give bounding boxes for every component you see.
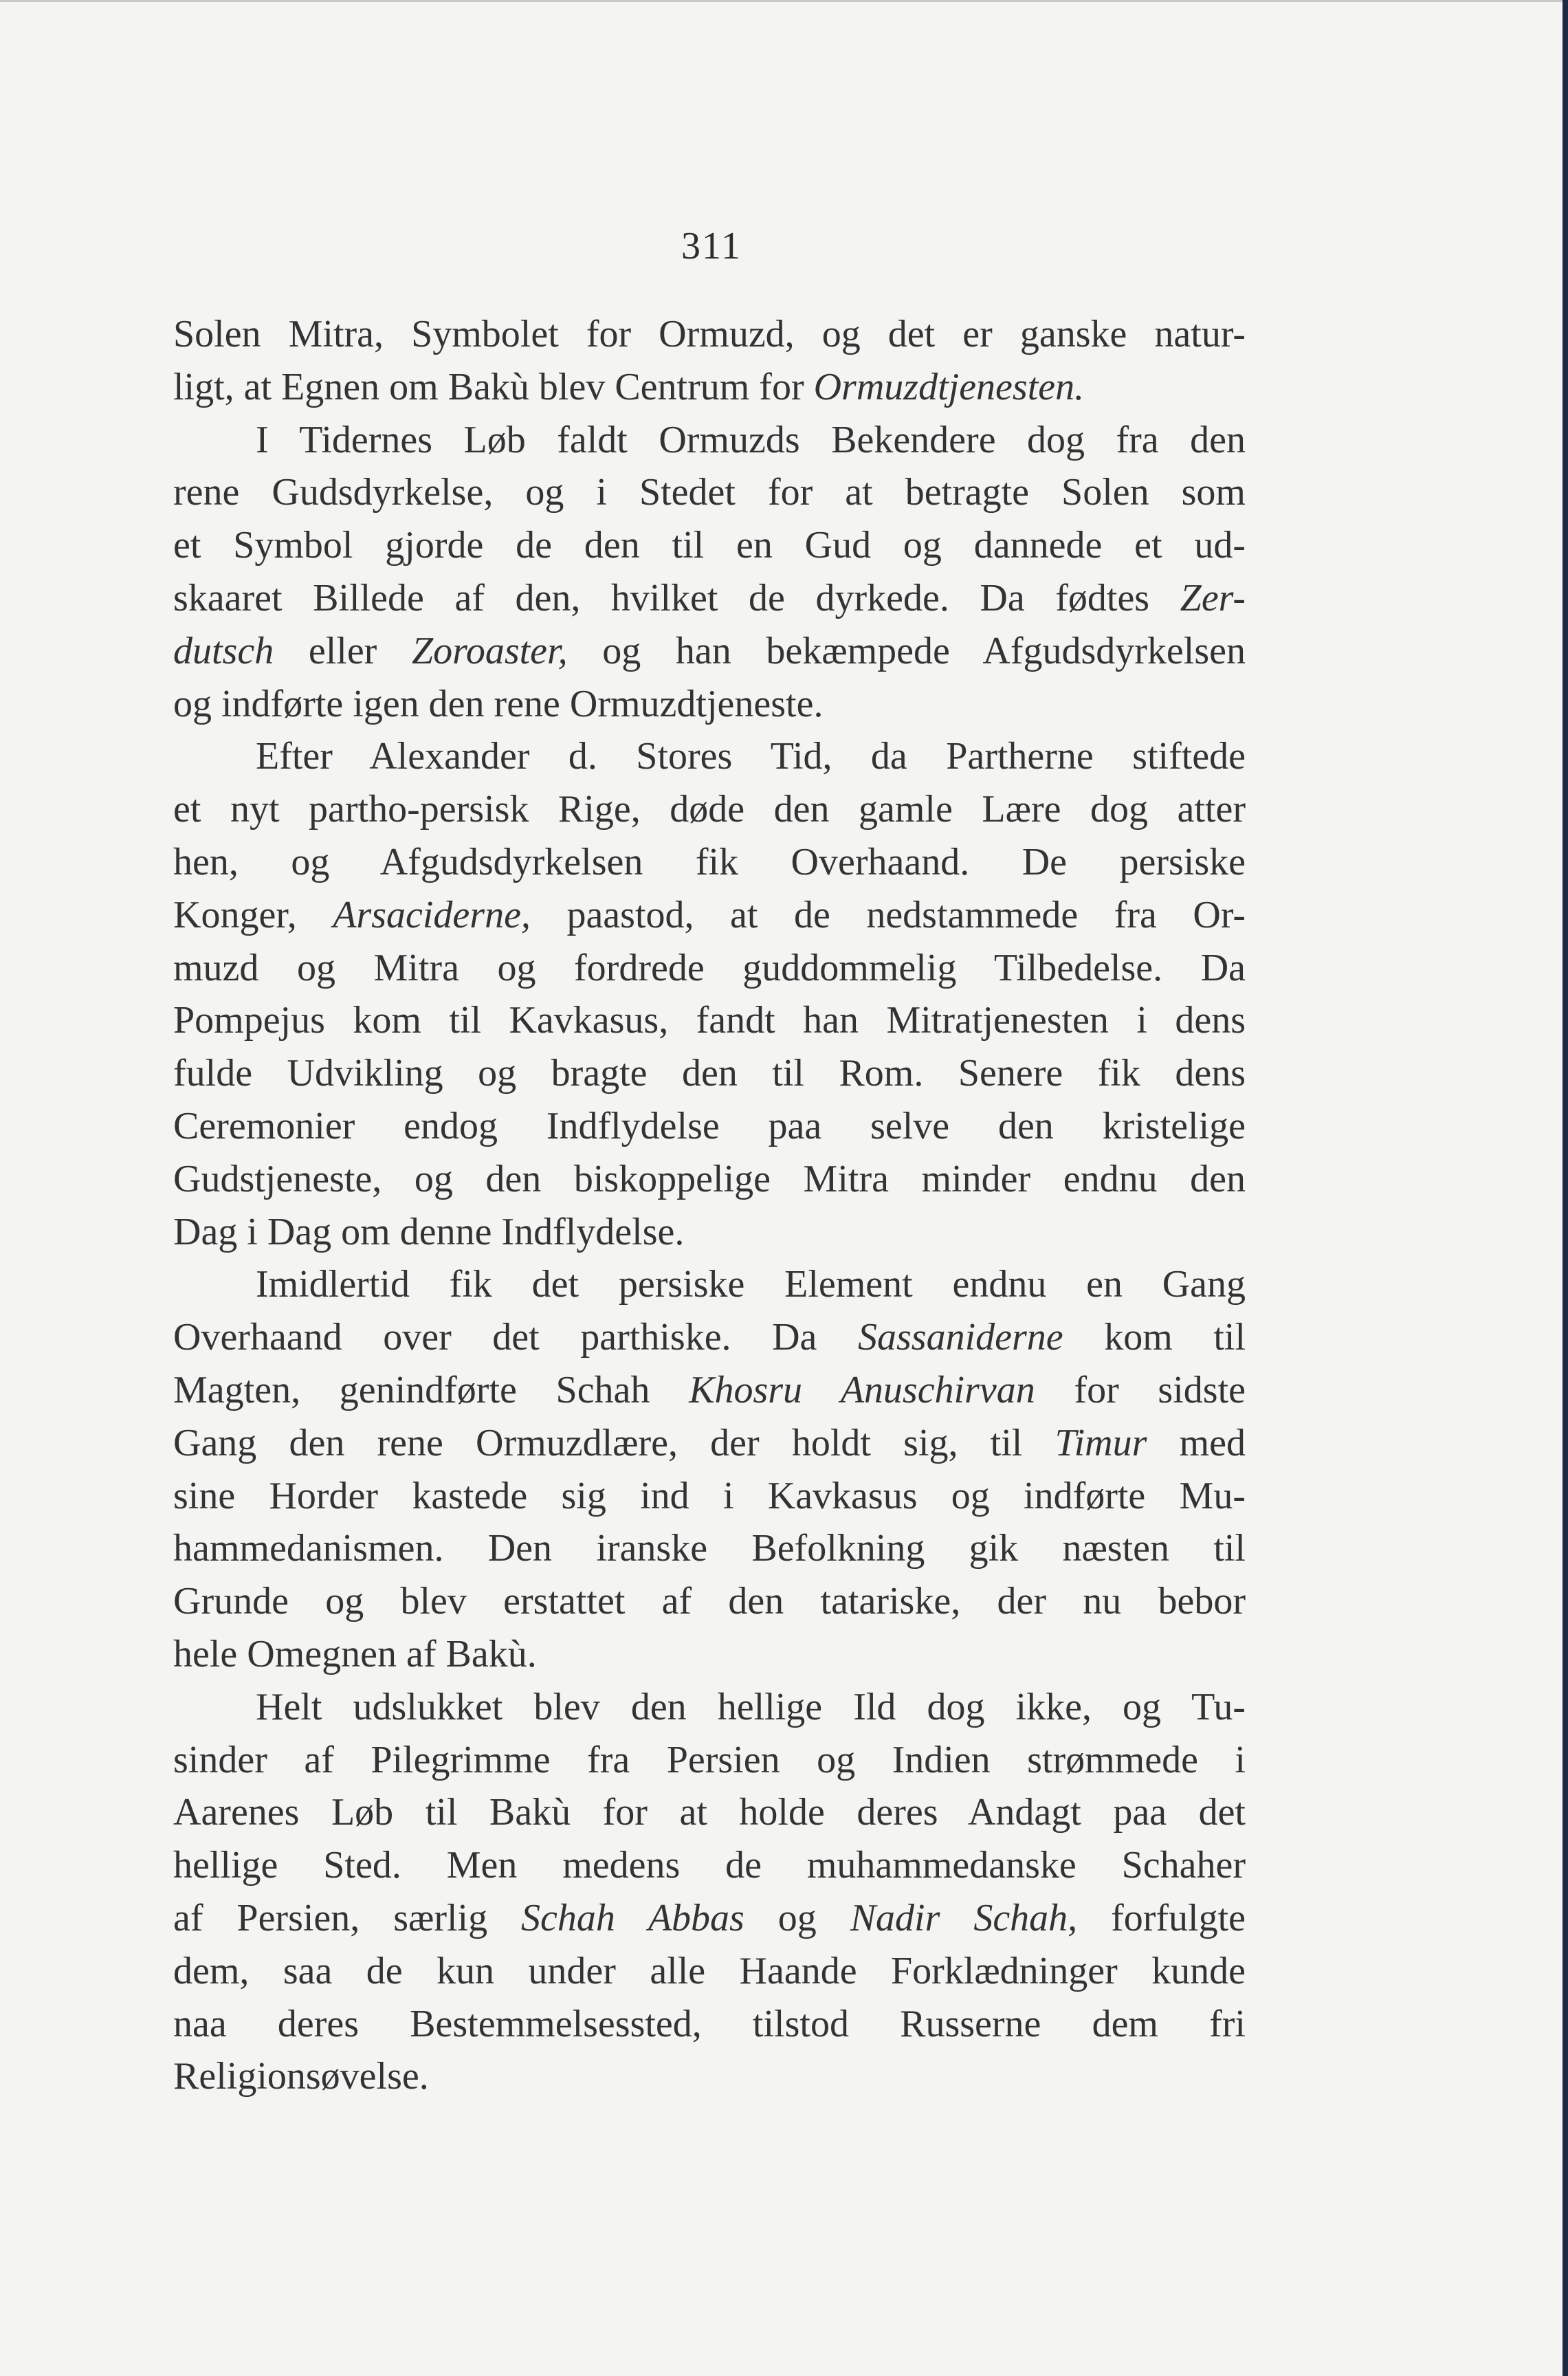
text-line: hele Omegnen af Bakù. — [173, 1632, 537, 1675]
text-line: sine Horder kastede sig ind i Kavkasus og indførte Mu- — [173, 1474, 1246, 1517]
text-line: hen, og Afgudsdyrkelsen fik Overhaand. De persiske — [173, 840, 1246, 883]
text-line: ligt, at Egnen om Bakù blev Centrum for Ormuzdtjenesten. — [173, 365, 1085, 408]
text-line: Pompejus kom til Kavkasus, fandt han Mitratjenesten i dens — [173, 999, 1246, 1042]
text-line: Overhaand over det parthiske. Da Sassaniderne kom til — [173, 1316, 1246, 1359]
text-line: muzd og Mitra og fordrede guddommelig Tilbedelse. Da — [173, 946, 1246, 989]
italic-phrase: Ormuzdtjenesten. — [813, 365, 1085, 408]
text-line: skaaret Billede af den, hvilket de dyrkede. Da fødtes Zer- — [173, 576, 1246, 619]
text-line: dutsch eller Zoroaster, og han bekæmpede Afgudsdyrkelsen — [173, 629, 1246, 672]
italic-phrase: Nadir Schah, — [850, 1896, 1078, 1939]
text-line: Dag i Dag om denne Indflydelse. — [173, 1210, 685, 1253]
text-line: Helt udslukket blev den hellige Ild dog ikke, og Tu- — [256, 1685, 1246, 1728]
text-line: Magten, genindførte Schah Khosru Anuschirvan for sidste — [173, 1368, 1246, 1411]
text-line: Imidlertid fik det persiske Element endnu en Gang — [256, 1263, 1246, 1306]
text-line: hellige Sted. Men medens de muhammedanske Schaher — [173, 1844, 1246, 1887]
italic-phrase: Sassaniderne — [857, 1316, 1063, 1359]
text-line: naa deres Bestemmelsessted, tilstod Russerne dem fri — [173, 2002, 1246, 2045]
italic-phrase: Zoroaster, — [411, 629, 568, 672]
text-line: rene Gudsdyrkelse, og i Stedet for at betragte Solen som — [173, 471, 1246, 514]
text-line: dem, saa de kun under alle Haande Forklædninger kunde — [173, 1949, 1246, 1992]
text-line: Gang den rene Ormuzdlære, der holdt sig, til Timur med — [173, 1421, 1246, 1464]
italic-phrase: Schah Abbas — [521, 1896, 744, 1939]
text-line: Solen Mitra, Symbolet for Ormuzd, og det er ganske natur- — [173, 313, 1246, 355]
body-text — [173, 308, 1246, 2103]
text-line: Gudstjeneste, og den biskoppelige Mitra minder endnu den — [173, 1157, 1246, 1200]
text-line: Konger, Arsaciderne, paastod, at de nedstammede fra Or- — [173, 893, 1246, 936]
italic-phrase: Zer- — [1180, 576, 1246, 619]
text-line: Grunde og blev erstattet af den tatariske, der nu bebor — [173, 1580, 1246, 1623]
text-line: et Symbol gjorde de den til en Gud og dannede et ud- — [173, 524, 1246, 567]
italic-phrase: dutsch — [173, 629, 274, 672]
text-line: et nyt partho-persisk Rige, døde den gamle Lære dog atter — [173, 788, 1246, 831]
italic-phrase: Arsaciderne, — [333, 893, 531, 936]
text-line: Ceremonier endog Indflydelse paa selve den kristelige — [173, 1104, 1246, 1147]
italic-phrase: Khosru Anuschirvan — [689, 1368, 1035, 1411]
text-line: Efter Alexander d. Stores Tid, da Partherne stiftede — [256, 735, 1246, 778]
text-line: og indførte igen den rene Ormuzdtjeneste. — [173, 682, 824, 725]
text-line: hammedanismen. Den iranske Befolkning gik næsten til — [173, 1527, 1246, 1570]
text-line: fulde Udvikling og bragte den til Rom. Senere fik dens — [173, 1052, 1246, 1095]
text-line: I Tidernes Løb faldt Ormuzds Bekendere dog fra den — [256, 418, 1246, 461]
page-number: 311 — [681, 225, 742, 267]
italic-phrase: Timur — [1054, 1421, 1147, 1464]
text-line: Aarenes Løb til Bakù for at holde deres Andagt paa det — [173, 1791, 1246, 1834]
text-line: af Persien, særlig Schah Abbas og Nadir Schah, forfulgte — [173, 1896, 1246, 1939]
page-right-edge — [1563, 0, 1568, 2376]
text-line: Religionsøvelse. — [173, 2055, 429, 2098]
text-line: sinder af Pilegrimme fra Persien og Indien strømmede i — [173, 1738, 1246, 1781]
page-top-edge — [0, 0, 1568, 2]
